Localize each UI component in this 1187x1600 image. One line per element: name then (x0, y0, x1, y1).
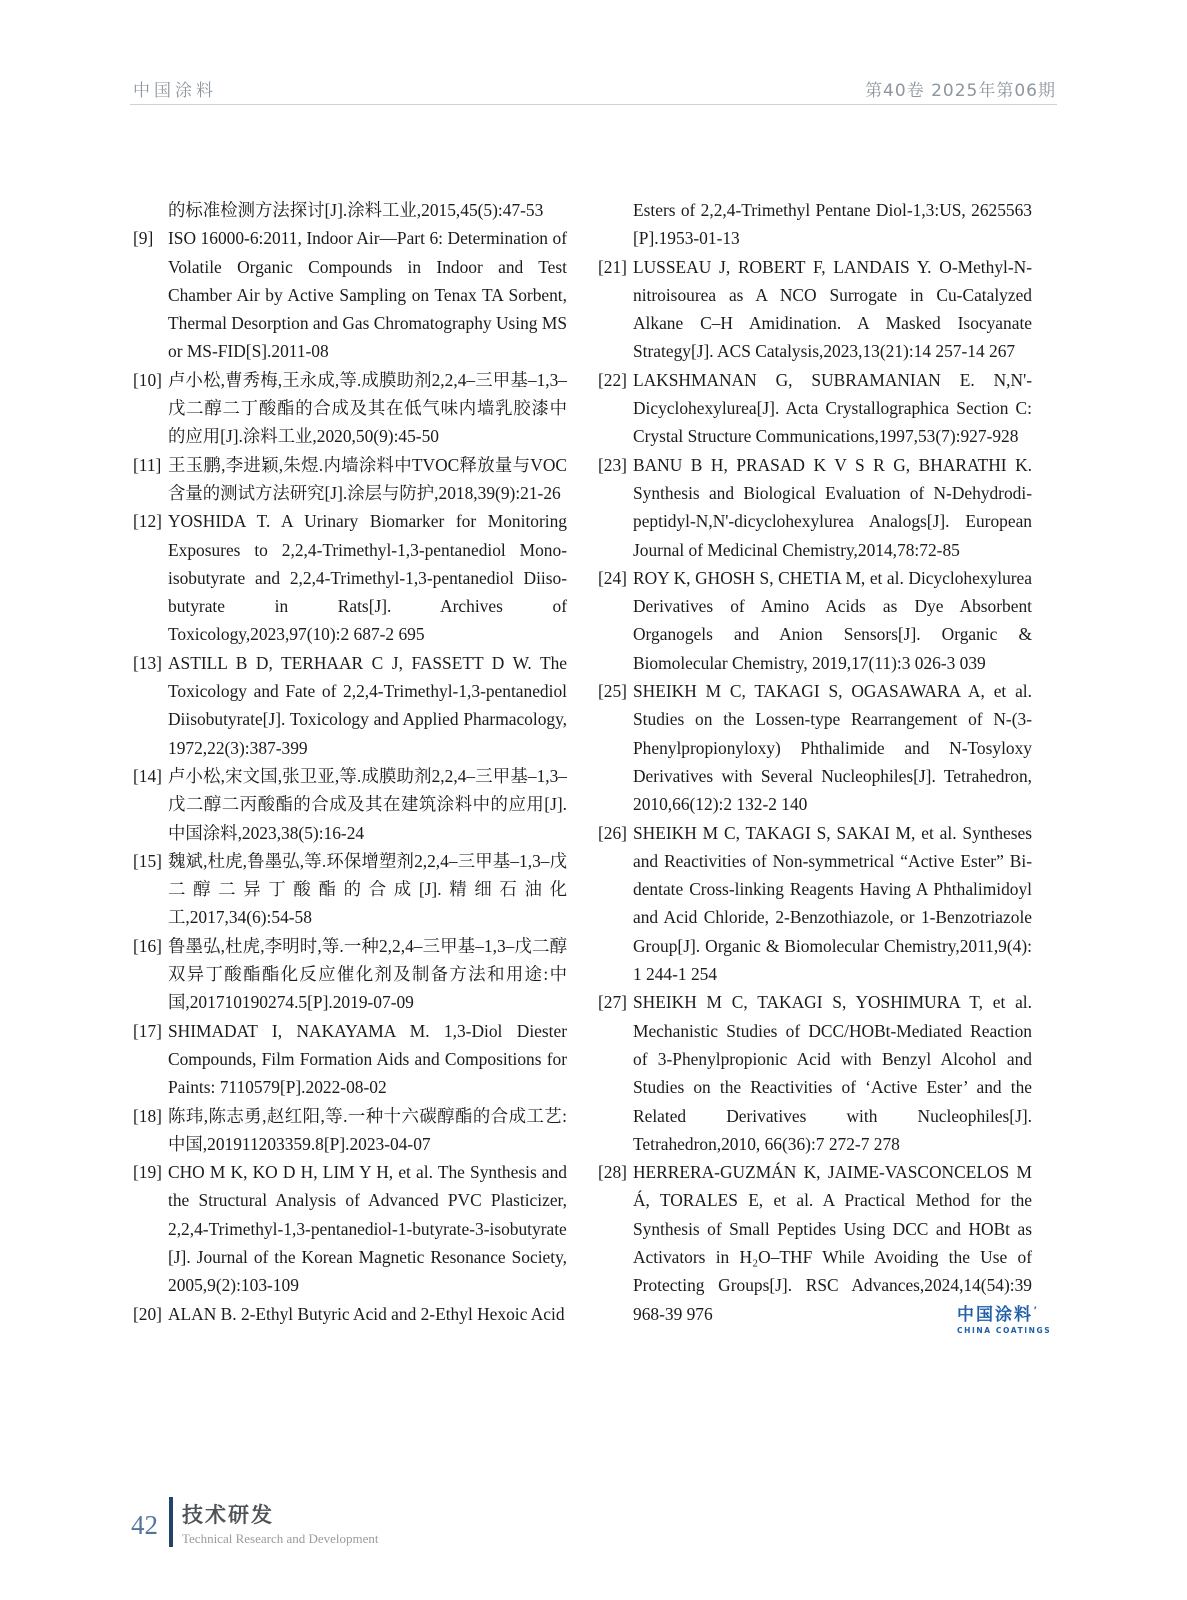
references-column-left (133, 196, 567, 1328)
reference-item (133, 1102, 567, 1159)
reference-number: [28] (598, 1162, 627, 1183)
logo-trademark: ’ (1033, 1306, 1039, 1316)
reference-item (598, 988, 1032, 1158)
reference-text: SHIMADAT I, NAKAYAMA M. 1,3-Diol Diester Compounds, Film Formation Aids and Compositions for Paints: 7110579[P].2022-08-02 (168, 1020, 567, 1098)
reference-number: [11] (133, 454, 162, 475)
section-title-cn: 技术研发 (182, 1503, 274, 1527)
header-divider (130, 104, 1057, 105)
reference-item (598, 366, 1032, 451)
section-titles (182, 1497, 379, 1547)
reference-item (598, 677, 1032, 818)
reference-item (133, 1300, 567, 1328)
reference-item (133, 762, 567, 847)
reference-text: LUSSEAU J, ROBERT F, LANDAIS Y. O-Methyl-N-nitroisourea as A NCO Surrogate in Cu-Catalyzed Alkane C–H Amidination. A Masked Isocyanate Strategy[J]. ACS Catalysis,2023,13(21):14 257-14 267 (633, 256, 1032, 362)
reference-item (133, 1017, 567, 1102)
reference-text: SHEIKH M C, TAKAGI S, SAKAI M, et al. Syntheses and Reactivities of Non-symmetrical “Active Ester” Bi-dentate Cross-linking Reagents Having A Phthalimidoyl and Acid Chloride, 2-Benzothiazole, or 1-Benzotriazole Group[J]. Organic & Biomolecular Chemistry,2011,9(4): 1 244-1 254 (633, 822, 1032, 985)
reference-item (598, 1158, 1032, 1328)
reference-item (598, 451, 1032, 564)
reference-text: 鲁墨弘,杜虎,李明时,等.一种2,2,4–三甲基–1,3–戊二醇双异丁酸酯酯化反应催化剂及制备方法和用途:中国,201710190274.5[P].2019-07-09 (168, 935, 567, 1013)
reference-number: [20] (133, 1303, 162, 1324)
reference-number: [16] (133, 935, 162, 956)
reference-number: [19] (133, 1162, 162, 1183)
reference-text: SHEIKH M C, TAKAGI S, OGASAWARA A, et al. Studies on the Lossen-type Rearrangement of N-(3-Phenylpropionyloxy) Phthalimide and N-Tosyloxy Derivatives with Several Nucleophiles[J]. Tetrahedron, 2010,66(12):2 132-2 140 (633, 681, 1032, 815)
reference-text: LAKSHMANAN G, SUBRAMANIAN E. N,N'-Dicyclohexylurea[J]. Acta Crystallographica Section C: Crystal Structure Communications,1997,53(7):927-928 (633, 369, 1032, 447)
reference-text: ALAN B. 2-Ethyl Butyric Acid and 2-Ethyl Hexoic Acid (168, 1303, 565, 1324)
reference-text: 王玉鹏,李进颖,朱煜.内墙涂料中TVOC释放量与VOC含量的测试方法研究[J].涂层与防护,2018,39(9):21-26 (168, 454, 567, 503)
reference-number: [15] (133, 850, 162, 871)
reference-number: [25] (598, 681, 627, 702)
page-number: 42 (131, 1510, 158, 1540)
reference-item (133, 1158, 567, 1299)
reference-item (598, 564, 1032, 677)
reference-text: BANU B H, PRASAD K V S R G, BHARATHI K. Synthesis and Biological Evaluation of N-Dehydrodi-peptidyl-N,N'-dicyclohexylurea Analogs[J]. European Journal of Medicinal Chemistry,2014,78:72-85 (633, 454, 1032, 560)
reference-item (133, 224, 567, 365)
reference-text: ISO 16000-6:2011, Indoor Air—Part 6: Determination of Volatile Organic Compounds in Indoor and Test Chamber Air by Active Sampling on Tenax TA Sorbent, Thermal Desorption and Gas Chromatography Using MS or MS-FID[S].2011-08 (168, 228, 567, 362)
reference-item (133, 932, 567, 1017)
reference-item (133, 366, 567, 451)
section-title-en: Technical Research and Development (182, 1531, 379, 1546)
reference-item (598, 253, 1032, 366)
reference-text: ASTILL B D, TERHAAR C J, FASSETT D W. The Toxicology and Fate of 2,2,4-Trimethyl-1,3-pentanediol Diisobutyrate[J]. Toxicology and Applied Pharmacology, 1972,22(3):387-399 (168, 652, 567, 758)
reference-number: [18] (133, 1105, 162, 1126)
reference-number: [12] (133, 511, 162, 532)
reference-number: [9] (133, 228, 154, 249)
reference-item (133, 649, 567, 762)
reference-number: [26] (598, 822, 627, 843)
reference-text: 魏斌,杜虎,鲁墨弘,等.环保增塑剂2,2,4–三甲基–1,3–戊二醇二异丁酸酯的合成[J].精细石油化工,2017,34(6):54-58 (168, 850, 567, 928)
reference-number: [17] (133, 1020, 162, 1041)
references-column-right (598, 196, 1032, 1328)
reference-text: 卢小松,宋文国,张卫亚,等.成膜助剂2,2,4–三甲基–1,3–戊二醇二丙酸酯的合成及其在建筑涂料中的应用[J].中国涂料,2023,38(5):16-24 (168, 765, 567, 843)
reference-text: HERRERA-GUZMÁN K, JAIME-VASCONCELOS M Á, TORALES E, et al. A Practical Method for the Synthesis of Small Peptides Using DCC and HOBt as Activators in H₂O–THF While Avoiding the Use of Protecting Groups[J]. RSC Advances,2024,14(54):39 968-39 976 (633, 1162, 1032, 1324)
reference-number: [23] (598, 454, 627, 475)
journal-logo (957, 1305, 1051, 1336)
reference-text: 卢小松,曹秀梅,王永成,等.成膜助剂2,2,4–三甲基–1,3–戊二醇二丁酸酯的合成及其在低气味内墙乳胶漆中的应用[J].涂料工业,2020,50(9):45-50 (168, 369, 567, 447)
reference-text: SHEIKH M C, TAKAGI S, YOSHIMURA T, et al. Mechanistic Studies of DCC/HOBt-Mediated Reaction of 3-Phenylpropionic Acid with Benzyl Alcohol and Studies on the Reactivities of ‘Active Ester’ and the Related Derivatives with Nucleophiles[J]. Tetrahedron,2010, 66(36):7 272-7 278 (633, 992, 1032, 1154)
reference-number: [24] (598, 567, 627, 588)
reference-item (133, 847, 567, 932)
issue-info-header: 第40卷 2025年第06期 (865, 81, 1056, 101)
reference-number: [13] (133, 652, 162, 673)
reference-text: YOSHIDA T. A Urinary Biomarker for Monitoring Exposures to 2,2,4-Trimethyl-1,3-pentanediol Mono-isobutyrate and 2,2,4-Trimethyl-1,3-pentanediol Diiso-butyrate in Rats[J]. Archives of Toxicology,2023,97(10):2 687-2 695 (168, 511, 567, 645)
reference-number: [22] (598, 369, 627, 390)
reference-item (598, 196, 1032, 253)
footer-divider-bar (169, 1497, 173, 1547)
reference-text: 陈玮,陈志勇,赵红阳,等.一种十六碳醇酯的合成工艺:中国,201911203359.8[P].2023-04-07 (168, 1105, 567, 1154)
journal-logo-en: CHINA COATINGS (957, 1326, 1052, 1335)
reference-number: [27] (598, 992, 627, 1013)
page-footer (131, 1497, 379, 1547)
reference-text: ROY K, GHOSH S, CHETIA M, et al. Dicyclohexylurea Derivatives of Amino Acids as Dye Absorbent Organogels and Anion Sensors[J]. Organic & Biomolecular Chemistry, 2019,17(11):3 026-3 039 (633, 567, 1032, 673)
reference-number: [21] (598, 256, 627, 277)
reference-text: 的标准检测方法探讨[J].涂料工业,2015,45(5):47-53 (168, 200, 544, 220)
reference-number: [14] (133, 765, 162, 786)
reference-text: Esters of 2,2,4-Trimethyl Pentane Diol-1,3:US, 2625563 [P].1953-01-13 (633, 200, 1032, 249)
reference-item (133, 196, 567, 224)
journal-logo-cn: 中国涂料 ’ (957, 1306, 1033, 1324)
reference-item (598, 819, 1032, 989)
reference-number: [10] (133, 369, 162, 390)
reference-text: CHO M K, KO D H, LIM Y H, et al. The Synthesis and the Structural Analysis of Advanced PVC Plasticizer, 2,2,4-Trimethyl-1,3-pentanediol-1-butyrate-3-isobutyrate [J]. Journal of the Korean Magnetic Resonance Society, 2005,9(2):103-109 (168, 1162, 567, 1296)
reference-item (133, 507, 567, 648)
journal-name-header: 中国涂料 (133, 81, 217, 101)
reference-item (133, 451, 567, 508)
